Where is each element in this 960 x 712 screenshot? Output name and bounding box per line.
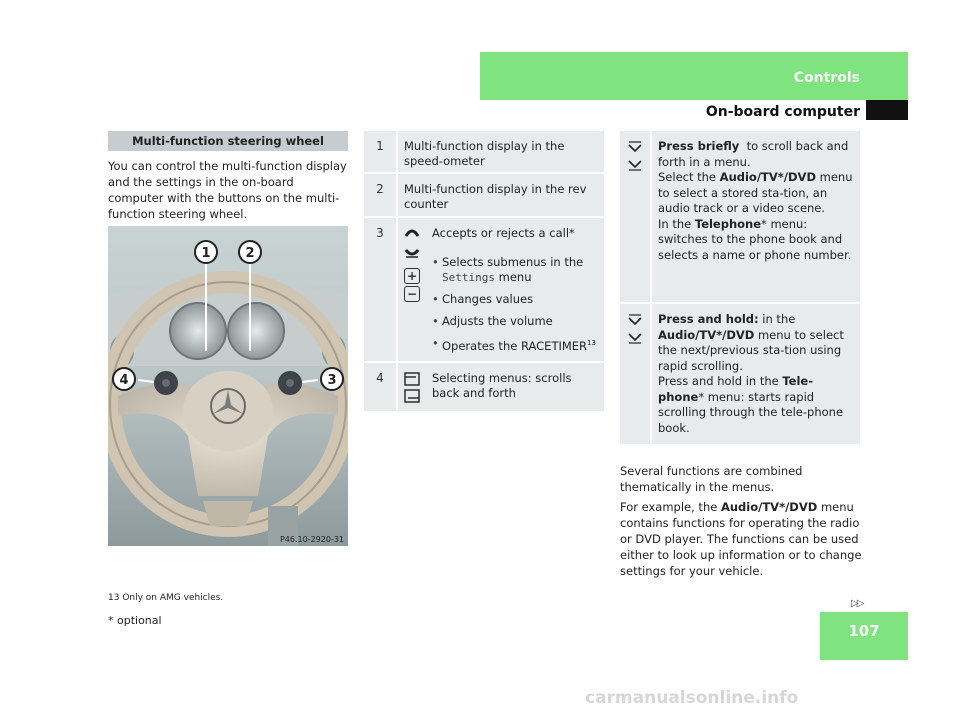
photo-code: P46.10-2920-31	[279, 535, 344, 544]
row-number: 3	[364, 218, 398, 361]
paragraph: Several functions are combined thematically in the menus.	[620, 464, 803, 494]
callout-2: 2	[245, 246, 255, 261]
callout-1: 1	[201, 246, 211, 261]
row-text: Multi-function display in the rev counter	[404, 182, 587, 211]
row-text: Accepts or rejects a call*	[432, 226, 575, 240]
table-row	[364, 174, 604, 218]
row-text: Multi-function display in the speed-ometer	[404, 139, 565, 168]
callout-3: 3	[327, 373, 337, 388]
table-row	[364, 363, 604, 413]
list-item: • Selects submenus in the Settings menu	[432, 255, 598, 285]
arrow-up-icon	[627, 312, 643, 328]
list-item: • Operates the RACETIMER$^{13}$	[432, 336, 598, 354]
bullet-list	[432, 255, 598, 354]
arrow-down-icon	[627, 330, 643, 346]
press-briefly-label: Press briefly	[658, 139, 740, 153]
section-title: Controls	[793, 70, 860, 86]
row-number: 1	[364, 131, 398, 172]
subsection-title: Multi-function steering wheel	[108, 131, 348, 151]
plus-icon: +	[404, 268, 420, 284]
footnote-13: 13 Only on AMG vehicles.	[108, 593, 224, 603]
row-number: 4	[364, 363, 398, 411]
scroll-buttons-table	[620, 131, 860, 446]
press-hold-label: Press and hold:	[658, 312, 759, 326]
intro-paragraph: You can control the multi-function display and the settings in the on-board computer with the buttons on the multi-function steering wheel.	[108, 159, 347, 221]
optional-note: * optional	[108, 614, 162, 627]
arrow-down-icon	[627, 157, 643, 173]
page-number: 107	[848, 622, 880, 640]
table-row: Press briefly to scroll back and forth in a menu. Select the Audio/TV*/DVD menu to select a stored sta-tion, an audio track or a video scene. In the Telephone* menu: switches to the phone book and selects a name or phone number.	[620, 131, 860, 304]
header-black-tab	[866, 100, 908, 120]
callout-4: 4	[119, 373, 129, 388]
row-number: 2	[364, 174, 398, 216]
table-row	[364, 131, 604, 174]
continue-arrow-icon: ▷▷	[851, 598, 863, 609]
chapter-title: On-board computer	[705, 104, 860, 120]
controls-table	[364, 131, 604, 413]
watermark: carmanualsonline.info	[585, 688, 799, 708]
steering-wheel-photo	[108, 226, 348, 546]
menu-right-icon	[404, 371, 420, 386]
menu-left-icon	[404, 388, 420, 403]
phone-accept-icon	[404, 226, 420, 242]
phone-end-icon	[404, 244, 420, 260]
row-text: Selecting menus: scrolls back and forth	[432, 371, 572, 400]
table-row: Press and hold: in the Audio/TV*/DVD menu to select the next/previous sta-tion using rapid scrolling. Press and hold in the Tele-phone* menu: starts rapid scrolling through the tele-phone book.	[620, 304, 860, 446]
paragraph: For example, the Audio/TV*/DVD menu contains functions for operating the radio or DVD player. The functions can be used either to look up information or to change settings for your vehicle.	[620, 500, 862, 578]
list-item: • Adjusts the volume	[432, 314, 598, 329]
list-item: • Changes values	[432, 292, 598, 307]
table-row	[364, 218, 604, 363]
arrow-up-icon	[627, 139, 643, 155]
minus-icon: −	[404, 286, 420, 302]
body-text	[620, 463, 864, 583]
